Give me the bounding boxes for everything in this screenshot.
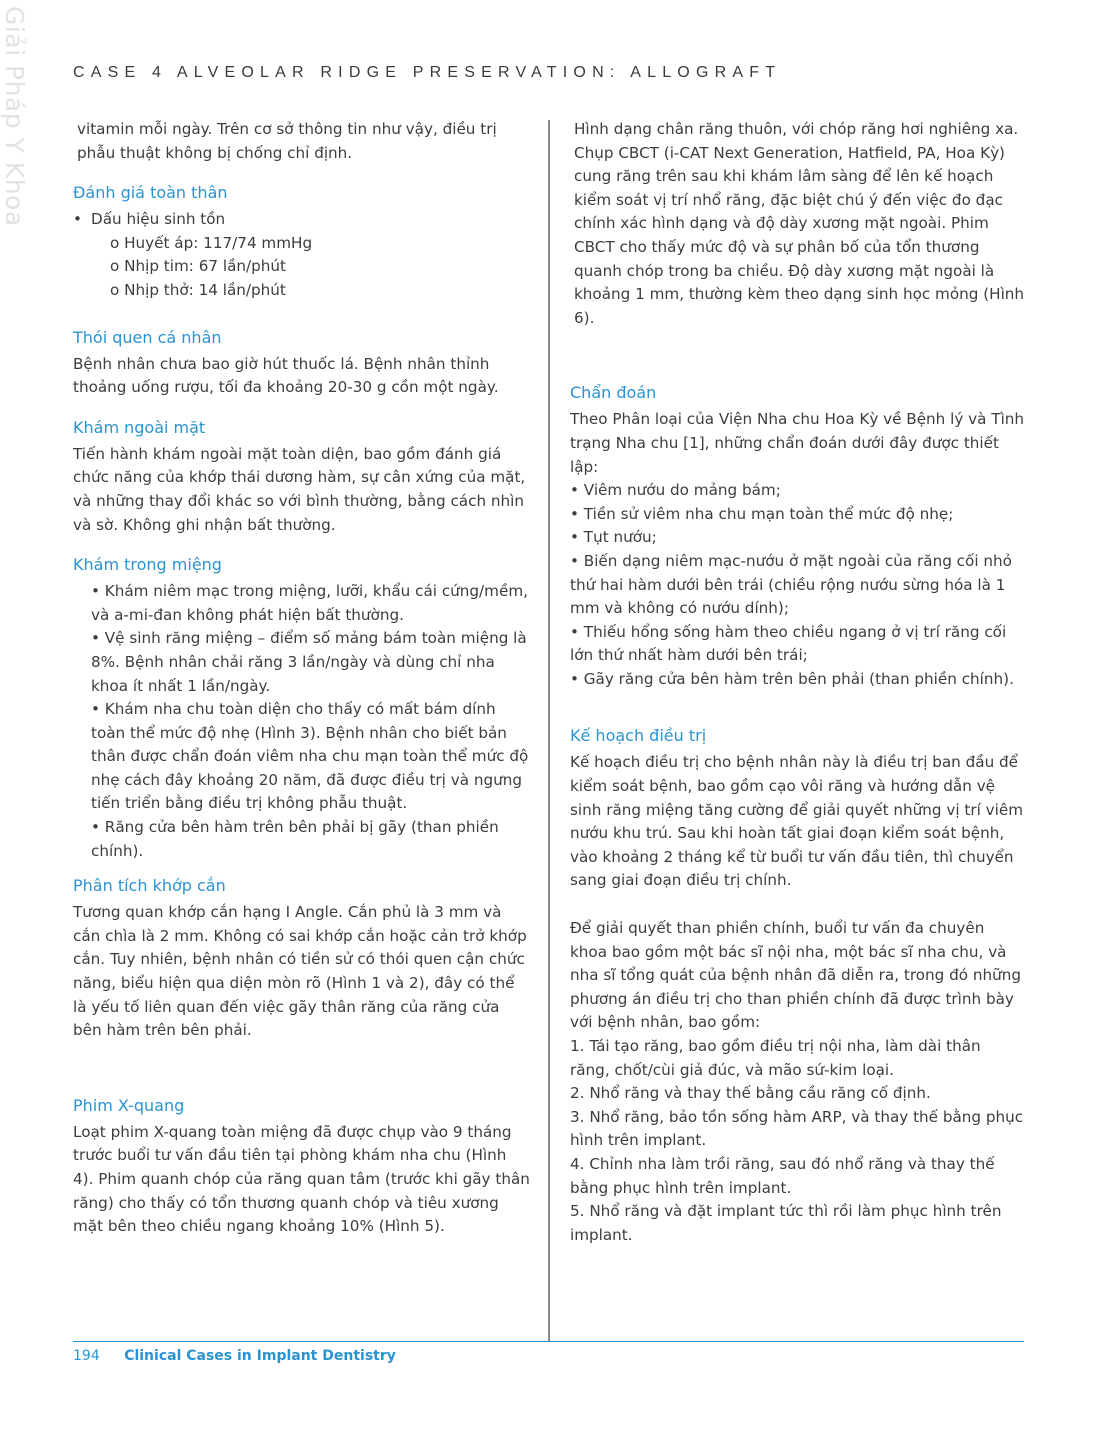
list-item: • Thiếu hổng sống hàm theo chiều ngang ở vị trí răng cối lớn thứ nhất hàm dưới bên trái; xyxy=(570,622,1007,665)
heading-intraoral: Khám trong miệng xyxy=(73,555,222,575)
list-item: • Viêm nướu do mảng bám; xyxy=(570,481,781,500)
list-item: 4. Chỉnh nha làm trồi răng, sau đó nhổ răng và thay thế bằng phục hình trên implant. xyxy=(570,1154,995,1197)
diagnosis-list xyxy=(570,479,1025,691)
left-column xyxy=(73,118,531,1239)
treatment-options-list xyxy=(570,1035,1025,1247)
intro-paragraph: vitamin mỗi ngày. Trên cơ sở thông tin như vậy, điều trị phẫu thuật không bị chống chỉ định. xyxy=(77,120,497,162)
page-number: 194 xyxy=(73,1348,100,1364)
plan-paragraph-2: Để giải quyết than phiền chính, buổi tư vấn đa chuyên khoa bao gồm một bác sĩ nội nha, một bác sĩ nha chu, và nha sĩ tổng quát của bệnh nhân đã diễn ra, trong đó những phương án điều trị cho than phiền chính đã được trình bày với bệnh nhân, bao gồm: xyxy=(570,919,1022,1032)
list-item: • Vệ sinh răng miệng – điểm số mảng bám toàn miệng là 8%. Bệnh nhân chải răng 3 lần/ngày và dùng chỉ nha khoa ít nhất 1 lần/ngày. xyxy=(91,629,527,695)
list-item: 2. Nhổ răng và thay thế bằng cầu răng cố định. xyxy=(570,1084,931,1103)
habits-paragraph: Bệnh nhân chưa bao giờ hút thuốc lá. Bệnh nhân thỉnh thoảng uống rượu, tối đa khoảng 20-30 g cồn một ngày. xyxy=(73,354,499,397)
heading-diagnosis: Chẩn đoán xyxy=(570,383,657,403)
intraoral-list xyxy=(73,580,531,863)
list-item: • Gãy răng cửa bên hàm trên bên phải (than phiền chính). xyxy=(570,669,1014,688)
heading-treatment-plan: Kế hoạch điều trị xyxy=(570,726,707,746)
heading-extraoral: Khám ngoài mặt xyxy=(73,417,206,437)
radiograph-paragraph: Loạt phim X-quang toàn miệng đã được chụp vào 9 tháng trước buổi tư vấn đầu tiên tại phòng khám nha chu (Hình 4). Phim quanh chóp của răng quan tâm (trước khi gãy thân răng) cho thấy có tổn thương quanh chóp và tiêu xương mặt bên theo chiều ngang khoảng 10% (Hình 5). xyxy=(73,1122,530,1236)
list-item: 3. Nhổ răng, bảo tồn sống hàm ARP, và thay thế bằng phục hình trên implant. xyxy=(570,1107,1024,1150)
list-item: • Khám niêm mạc trong miệng, lưỡi, khẩu cái cứng/mềm, và a-mi-đan không phát hiện bất thường. xyxy=(91,582,528,624)
running-head: CASE 4 ALVEOLAR RIDGE PRESERVATION: ALLOGRAFT xyxy=(73,64,782,81)
list-item: o Huyết áp: 117/74 mmHg xyxy=(110,233,313,252)
heading-habits: Thói quen cá nhân xyxy=(73,327,222,347)
list-item: • Tiền sử viêm nha chu mạn toàn thể mức độ nhẹ; xyxy=(570,504,954,523)
list-item: • Khám nha chu toàn diện cho thấy có mất bám dính toàn thể mức độ nhẹ (Hình 3). Bệnh nhân cho biết bản thân được chẩn đoán viêm nha chu mạn toàn thể mức độ nhẹ cách đây khoảng 20 năm, đã được điều trị và ngưng tiến triển bằng điều trị không phẫu thuật. xyxy=(91,700,529,813)
column-divider xyxy=(548,120,550,1341)
list-item: • Biến dạng niêm mạc-nướu ở mặt ngoài của răng cối nhỏ thứ hai hàm dưới bên trái (chiều rộng nướu sừng hóa là 1 mm và không có nướu dính); xyxy=(570,551,1012,618)
heading-systemic: Đánh giá toàn thân xyxy=(73,183,228,203)
footer xyxy=(73,1348,396,1364)
extraoral-paragraph: Tiến hành khám ngoài mặt toàn diện, bao gồm đánh giá chức năng của khớp thái dương hàm, sự cân xứng của mặt, và những thay đổi khác so với bình thường, bằng cách nhìn và sờ. Không ghi nhận bất thường. xyxy=(73,444,526,534)
list-item: o Nhịp thở: 14 lần/phút xyxy=(110,280,286,299)
plan-paragraph-1: Kế hoạch điều trị cho bệnh nhân này là điều trị ban đầu để kiểm soát bệnh, bao gồm cạo vôi răng và hướng dẫn vệ sinh răng miệng tăng cường để giải quyết những vị trí viêm nướu khu trú. Sau khi hoàn tất giai đoạn kiểm soát bệnh, vào khoảng 2 tháng kể từ buổi tư vấn đầu tiên, thì chuyển sang giai đoạn điều trị chính. xyxy=(570,753,1024,890)
list-item: • Dấu hiệu sinh tồn xyxy=(73,210,226,229)
diagnosis-paragraph: Theo Phân loại của Viện Nha chu Hoa Kỳ về Bệnh lý và Tình trạng Nha chu [1], những chẩn đoán dưới đây được thiết lập: xyxy=(570,410,1025,476)
systemic-list xyxy=(73,208,531,302)
list-item: 1. Tái tạo răng, bao gồm điều trị nội nha, làm dài thân răng, chốt/cùi giả đúc, và mão sứ-kim loại. xyxy=(570,1037,981,1079)
occlusion-paragraph: Tương quan khớp cắn hạng I Angle. Cắn phủ là 3 mm và cắn chìa là 2 mm. Không có sai khớp cắn hoặc cản trở khớp cắn. Tuy nhiên, bệnh nhân có tiền sử có thói quen cận chức năng, biểu hiện qua diện mòn rõ (Hình 1 và 2), đây có thể là yếu tố liên quan đến việc gãy thân răng của răng cửa bên hàm trên bên phải. xyxy=(73,903,527,1040)
right-column xyxy=(570,118,1025,1247)
list-item: • Tụt nướu; xyxy=(570,528,657,547)
heading-radiograph: Phim X-quang xyxy=(73,1095,185,1115)
list-item: 5. Nhổ răng và đặt implant tức thì rồi làm phục hình trên implant. xyxy=(570,1202,1002,1244)
footer-rule xyxy=(73,1341,1024,1342)
list-item: • Răng cửa bên hàm trên bên phải bị gãy (than phiền chính). xyxy=(91,818,499,860)
list-item: o Nhịp tim: 67 lần/phút xyxy=(110,257,286,276)
watermark: Giải Pháp Y Khoa xyxy=(0,6,29,227)
cbct-paragraph: Hình dạng chân răng thuôn, với chóp răng hơi nghiêng xa. Chụp CBCT (i-CAT Next Generation, Hatfield, PA, Hoa Kỳ) cung răng trên sau khi khám lâm sàng để lên kế hoạch kiểm soát vị trí nhổ răng, đặc biệt chú ý đến việc đo đạc chính xác hình dạng và độ dày xương mặt ngoài. Phim CBCT cho thấy mức độ và sự phân bố của tổn thương quanh chóp trong ba chiều. Độ dày xương mặt ngoài là khoảng 1 mm, thường kèm theo dạng sinh học mỏng (Hình 6). xyxy=(574,120,1025,327)
heading-occlusion: Phân tích khớp cắn xyxy=(73,876,226,896)
book-title: Clinical Cases in Implant Dentistry xyxy=(124,1348,396,1364)
